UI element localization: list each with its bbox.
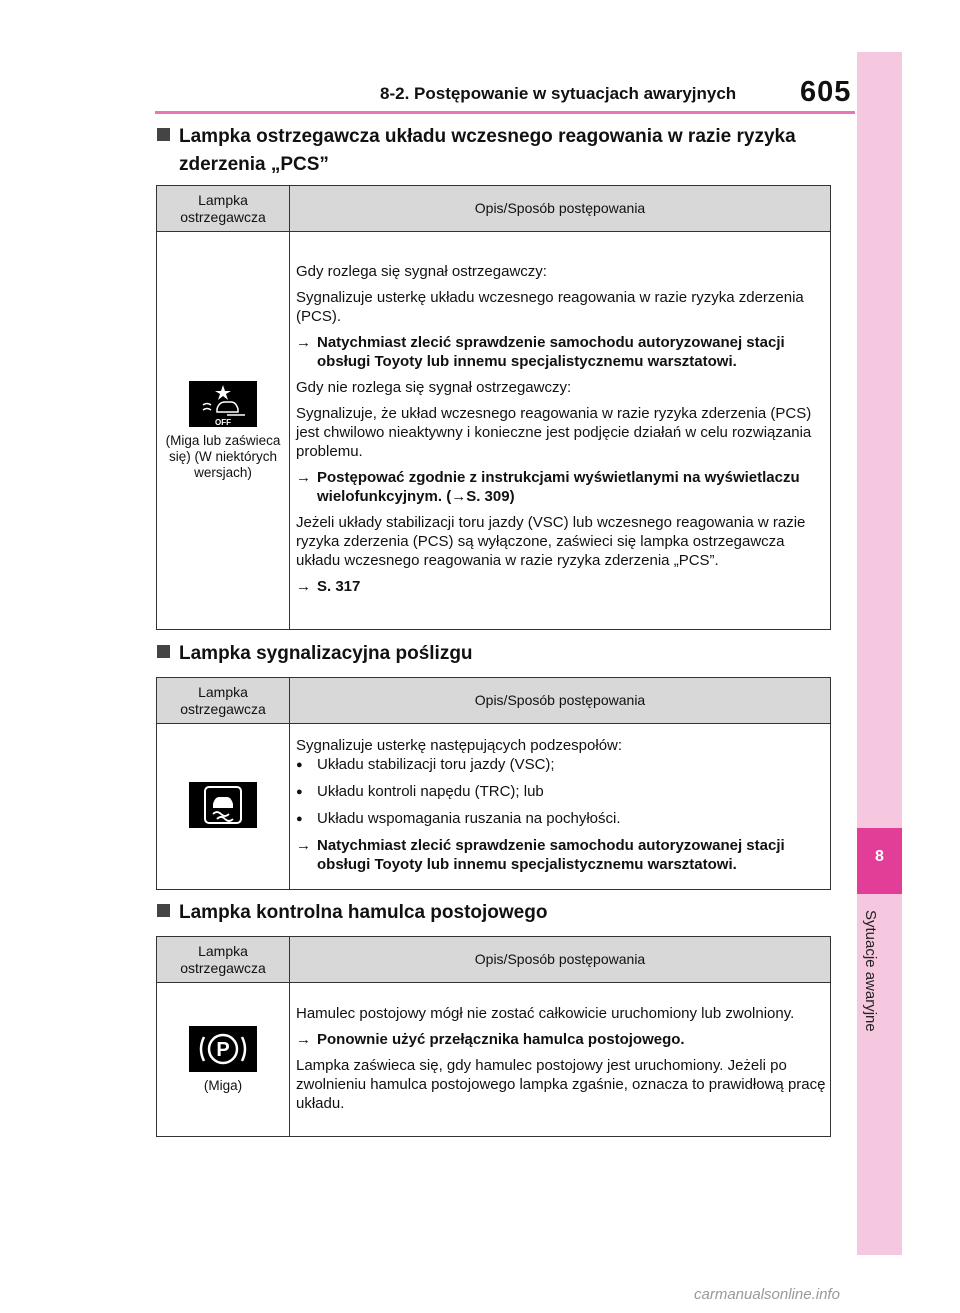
lamp-cell xyxy=(157,983,290,1137)
warning-table-parking-brake xyxy=(156,936,831,1137)
description-cell xyxy=(290,232,831,630)
page-number: 605 xyxy=(800,76,852,108)
description-cell xyxy=(290,724,831,890)
section-heading-slip: Lampka sygnalizacyjna poślizgu xyxy=(157,640,473,668)
square-bullet-icon xyxy=(157,128,170,141)
action-instruction: → Postępować zgodnie z instrukcjami wyświetlanymi na wyświetlaczu wielofunkcyjnym. (→S. 309) xyxy=(296,469,800,505)
lamp-caption: (Miga) xyxy=(203,1077,243,1093)
svg-text:OFF: OFF xyxy=(215,417,231,427)
parking-brake-icon xyxy=(189,1026,257,1072)
chapter-label: Sytuacje awaryjne xyxy=(862,910,879,1032)
desc-paragraph: Sygnalizuje usterkę układu wczesnego reagowania w razie ryzyka zderzenia (PCS). xyxy=(296,289,804,325)
lamp-cell xyxy=(157,232,290,630)
desc-paragraph: Gdy nie rozlega się sygnał ostrzegawczy: xyxy=(296,379,572,396)
description-cell xyxy=(290,983,831,1137)
square-bullet-icon xyxy=(157,904,170,917)
lamp-caption: (Miga lub zaświeca się) (W niektórych wersjach) xyxy=(165,432,281,480)
arrow-icon: → xyxy=(296,578,311,595)
bullet-item: ● Układu kontroli napędu (TRC); lub xyxy=(296,783,544,800)
slip-indicator-icon xyxy=(189,782,257,828)
warning-table-pcs xyxy=(156,185,831,630)
desc-paragraph: Sygnalizuje, że układ wczesnego reagowania w razie ryzyka zderzenia (PCS) jest chwilowo nieaktywny i konieczne jest podjęcie działań w celu rozwiązania problemu. xyxy=(296,405,812,460)
desc-paragraph: Hamulec postojowy mógł nie zostać całkowicie uruchomiony lub zwolniony. xyxy=(296,1004,795,1022)
table-header-lamp: Lampka ostrzegawcza xyxy=(157,937,290,983)
arrow-icon: → xyxy=(296,1030,311,1048)
square-bullet-icon xyxy=(157,645,170,658)
action-instruction: → Ponownie użyć przełącznika hamulca postojowego. xyxy=(296,1030,685,1048)
arrow-icon: → xyxy=(296,837,311,854)
action-instruction: → Natychmiast zlecić sprawdzenie samochodu autoryzowanej stacji obsługi Toyoty lub innemu specjalistycznemu warsztatowi. xyxy=(296,837,785,873)
action-instruction xyxy=(296,577,826,596)
running-header-section: 8-2. Postępowanie w sytuacjach awaryjnych xyxy=(380,84,737,103)
arrow-icon: → xyxy=(296,469,311,486)
watermark: carmanualsonline.info xyxy=(694,1286,840,1303)
chapter-side-tab xyxy=(857,52,902,1255)
bullet-dot-icon: ● xyxy=(296,813,303,825)
section-heading-pcs: Lampka ostrzegawcza układu wczesnego reagowania w razie ryzyka zderzenia „PCS” xyxy=(157,123,796,179)
pcs-off-warning-icon xyxy=(189,381,257,427)
chapter-number: 8 xyxy=(875,848,884,865)
table-header-description: Opis/Sposób postępowania xyxy=(290,937,831,983)
table-header-description: Opis/Sposób postępowania xyxy=(290,678,831,724)
warning-table-slip xyxy=(156,677,831,890)
desc-paragraph: Lampka zaświeca się, gdy hamulec postojowy jest uruchomiony. Jeżeli po zwolnieniu hamulca postojowego lampka zgaśnie, oznacza to prawidłową pracę układu. xyxy=(296,1056,826,1112)
bullet-item: ● Układu wspomagania ruszania na pochyłości. xyxy=(296,810,621,827)
table-header-description: Opis/Sposób postępowania xyxy=(290,186,831,232)
page-reference-link[interactable]: S. 317 xyxy=(317,578,361,595)
action-instruction: → Natychmiast zlecić sprawdzenie samochodu autoryzowanej stacji obsługi Toyoty lub innemu specjalistycznemu warsztatowi. xyxy=(296,334,785,370)
desc-paragraph: Gdy rozlega się sygnał ostrzegawczy: xyxy=(296,263,547,280)
header-rule xyxy=(155,111,855,114)
page-reference-link[interactable]: S. 309 xyxy=(466,488,510,505)
desc-paragraph: Sygnalizuje usterkę następujących podzespołów: xyxy=(296,737,623,754)
bullet-item: ● Układu stabilizacji toru jazdy (VSC); xyxy=(296,756,555,773)
desc-paragraph: Jeżeli układy stabilizacji toru jazdy (VSC) lub wczesnego reagowania w razie ryzyka zderzenia (PCS) są wyłączone, zaświeci się lampka ostrzegawcza układu wczesnego reagowania w razie ryzyka zderzenia „PCS”. xyxy=(296,514,806,569)
table-header-lamp: Lampka ostrzegawcza xyxy=(157,678,290,724)
svg-text:P: P xyxy=(216,1038,230,1061)
table-header-lamp: Lampka ostrzegawcza xyxy=(157,186,290,232)
bullet-dot-icon: ● xyxy=(296,759,303,771)
lamp-cell xyxy=(157,724,290,890)
arrow-icon: → xyxy=(296,334,311,351)
section-heading-parking-brake: Lampka kontrolna hamulca postojowego xyxy=(157,899,547,927)
bullet-dot-icon: ● xyxy=(296,786,303,798)
